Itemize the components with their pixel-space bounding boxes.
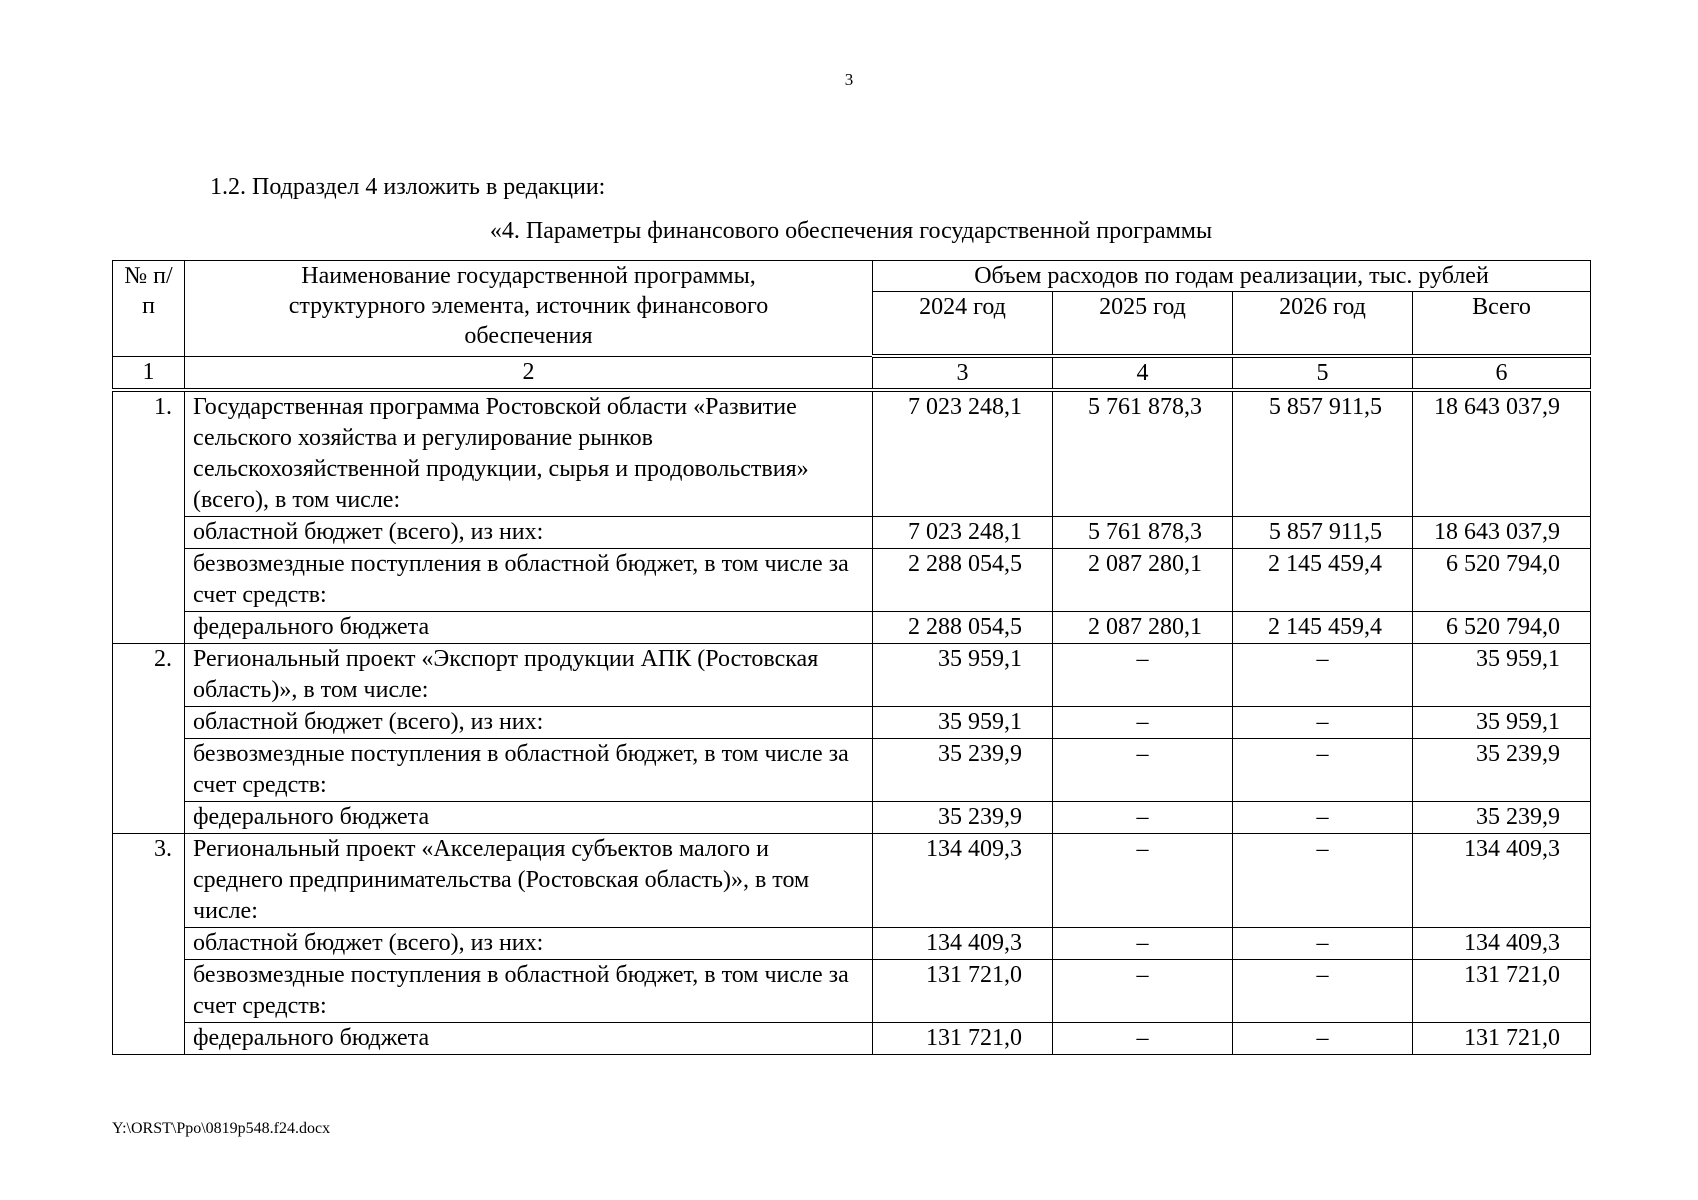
cell-total: 35 239,9 xyxy=(1413,739,1591,802)
cell-y2026: – xyxy=(1233,1023,1413,1055)
row-name: безвозмездные поступления в областной бюджет, в том числе за счет средств: xyxy=(185,549,873,612)
table-row xyxy=(113,549,1591,612)
row-name: безвозмездные поступления в областной бюджет, в том числе за счет средств: xyxy=(185,960,873,1023)
cell-y2024: 7 023 248,1 xyxy=(873,390,1053,517)
cell-y2025: 5 761 878,3 xyxy=(1053,517,1233,549)
intro-text: 1.2. Подраздел 4 изложить в редакции: xyxy=(210,174,606,200)
cell-y2025: 5 761 878,3 xyxy=(1053,390,1233,517)
cell-y2024: 35 239,9 xyxy=(873,802,1053,834)
cell-y2024: 2 288 054,5 xyxy=(873,612,1053,644)
table-row xyxy=(113,928,1591,960)
cell-y2026: – xyxy=(1233,960,1413,1023)
table-row xyxy=(113,644,1591,707)
cell-y2025: 2 087 280,1 xyxy=(1053,549,1233,612)
header-2025: 2025 год xyxy=(1053,292,1233,357)
table-row xyxy=(113,612,1591,644)
cell-y2025: – xyxy=(1053,644,1233,707)
cell-y2024: 131 721,0 xyxy=(873,960,1053,1023)
cell-total: 131 721,0 xyxy=(1413,1023,1591,1055)
row-name: областной бюджет (всего), из них: xyxy=(185,517,873,549)
row-name: безвозмездные поступления в областной бюджет, в том числе за счет средств: xyxy=(185,739,873,802)
header-num: № п/п xyxy=(113,261,185,357)
cell-y2024: 35 959,1 xyxy=(873,707,1053,739)
cell-y2024: 2 288 054,5 xyxy=(873,549,1053,612)
cell-total: 131 721,0 xyxy=(1413,960,1591,1023)
row-number: 3. xyxy=(113,834,185,1055)
cell-y2026: – xyxy=(1233,739,1413,802)
row-name: областной бюджет (всего), из них: xyxy=(185,928,873,960)
table-title: «4. Параметры финансового обеспечения государственной программы xyxy=(489,218,1213,244)
row-name: областной бюджет (всего), из них: xyxy=(185,707,873,739)
cell-y2025: – xyxy=(1053,960,1233,1023)
cell-y2024: 134 409,3 xyxy=(873,928,1053,960)
finance-table xyxy=(112,260,1591,1055)
column-number: 1 xyxy=(113,356,185,390)
cell-y2025: – xyxy=(1053,834,1233,928)
cell-y2025: – xyxy=(1053,928,1233,960)
cell-total: 18 643 037,9 xyxy=(1413,517,1591,549)
cell-y2026: – xyxy=(1233,834,1413,928)
cell-y2025: – xyxy=(1053,707,1233,739)
row-name: федерального бюджета xyxy=(185,1023,873,1055)
cell-y2026: 5 857 911,5 xyxy=(1233,517,1413,549)
table-row xyxy=(113,960,1591,1023)
cell-y2025: – xyxy=(1053,802,1233,834)
column-number: 5 xyxy=(1233,356,1413,390)
table-row xyxy=(113,1023,1591,1055)
cell-y2024: 131 721,0 xyxy=(873,1023,1053,1055)
cell-total: 35 959,1 xyxy=(1413,644,1591,707)
header-volume: Объем расходов по годам реализации, тыс. рублей xyxy=(873,261,1591,292)
column-number: 6 xyxy=(1413,356,1591,390)
column-number: 2 xyxy=(185,356,873,390)
cell-total: 18 643 037,9 xyxy=(1413,390,1591,517)
column-number: 3 xyxy=(873,356,1053,390)
row-name: федерального бюджета xyxy=(185,612,873,644)
cell-total: 134 409,3 xyxy=(1413,834,1591,928)
cell-total: 6 520 794,0 xyxy=(1413,549,1591,612)
column-numbers-row xyxy=(113,356,1591,390)
table-row xyxy=(113,707,1591,739)
table-row xyxy=(113,517,1591,549)
cell-y2026: 2 145 459,4 xyxy=(1233,612,1413,644)
cell-y2024: 35 959,1 xyxy=(873,644,1053,707)
table-row xyxy=(113,739,1591,802)
cell-y2026: – xyxy=(1233,928,1413,960)
row-number: 1. xyxy=(113,390,185,644)
header-2026: 2026 год xyxy=(1233,292,1413,357)
cell-y2026: 5 857 911,5 xyxy=(1233,390,1413,517)
cell-y2025: – xyxy=(1053,1023,1233,1055)
cell-total: 6 520 794,0 xyxy=(1413,612,1591,644)
table-row xyxy=(113,802,1591,834)
cell-y2024: 7 023 248,1 xyxy=(873,517,1053,549)
cell-total: 35 239,9 xyxy=(1413,802,1591,834)
cell-y2026: 2 145 459,4 xyxy=(1233,549,1413,612)
header-2024: 2024 год xyxy=(873,292,1053,357)
cell-y2024: 35 239,9 xyxy=(873,739,1053,802)
table-row xyxy=(113,390,1591,517)
cell-y2025: – xyxy=(1053,739,1233,802)
file-path-footer: Y:\ORST\Ppo\0819p548.f24.docx xyxy=(112,1120,331,1137)
cell-y2025: 2 087 280,1 xyxy=(1053,612,1233,644)
header-name: Наименование государственной программы, структурного элемента, источник финансового обеспечения xyxy=(185,261,873,357)
row-name: Региональный проект «Акселерация субъектов малого и среднего предпринимательства (Ростовская область)», в том числе: xyxy=(185,834,873,928)
column-number: 4 xyxy=(1053,356,1233,390)
cell-y2024: 134 409,3 xyxy=(873,834,1053,928)
row-number: 2. xyxy=(113,644,185,834)
cell-total: 35 959,1 xyxy=(1413,707,1591,739)
row-name: федерального бюджета xyxy=(185,802,873,834)
row-name: Государственная программа Ростовской области «Развитие сельского хозяйства и регулирование рынков сельскохозяйственной продукции, сырья и продовольствия» (всего), в том числе: xyxy=(185,390,873,517)
page-number: 3 xyxy=(844,70,854,89)
cell-y2026: – xyxy=(1233,644,1413,707)
row-name: Региональный проект «Экспорт продукции АПК (Ростовская область)», в том числе: xyxy=(185,644,873,707)
cell-total: 134 409,3 xyxy=(1413,928,1591,960)
cell-y2026: – xyxy=(1233,707,1413,739)
table-row xyxy=(113,834,1591,928)
header-total: Всего xyxy=(1413,292,1591,357)
cell-y2026: – xyxy=(1233,802,1413,834)
